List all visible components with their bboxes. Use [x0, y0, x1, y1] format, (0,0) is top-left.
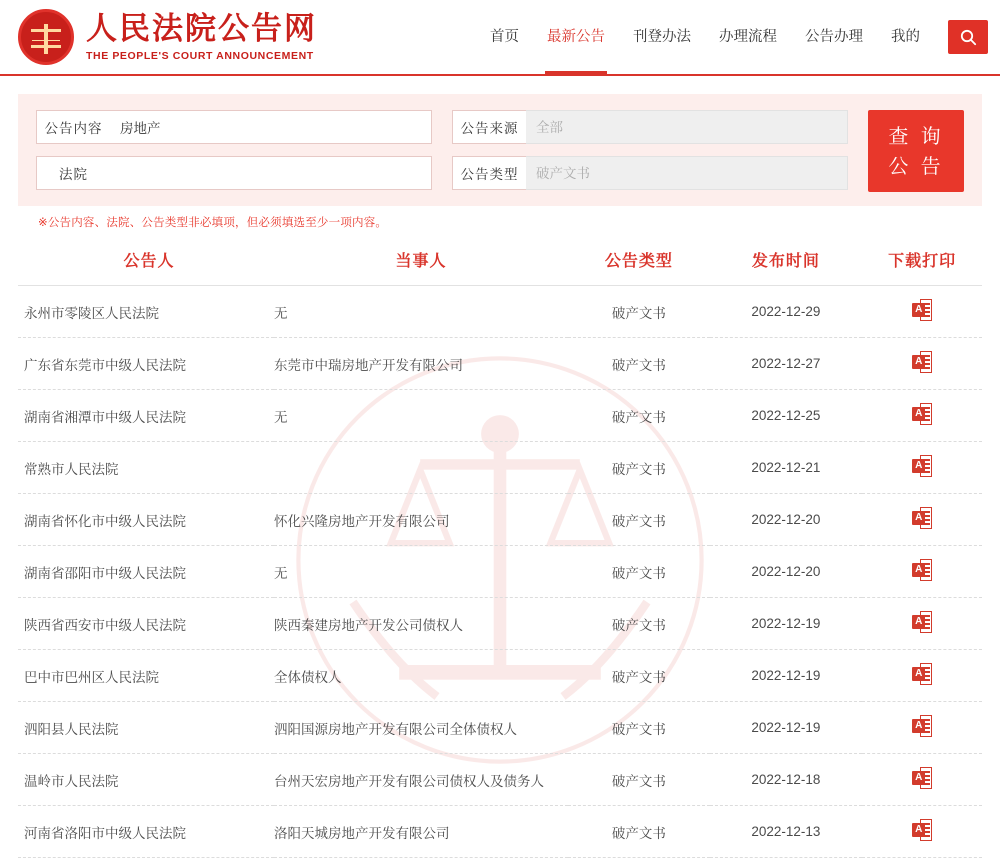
- cell-party: 陕西秦建房地产开发公司债权人: [274, 598, 568, 650]
- site-title-cn: 人民法院公告网: [86, 11, 317, 48]
- cell-date: 2022-12-21: [710, 442, 862, 494]
- cell-date: 2022-12-19: [710, 650, 862, 702]
- table-row[interactable]: [18, 598, 982, 650]
- table-row[interactable]: [18, 390, 982, 442]
- cell-date: 2022-12-29: [710, 286, 862, 338]
- cell-type: 破产文书: [568, 598, 710, 650]
- table-row[interactable]: [18, 702, 982, 754]
- cell-party: 泗阳国源房地产开发有限公司全体债权人: [274, 702, 568, 754]
- nav-item-process[interactable]: 办理流程: [719, 29, 777, 45]
- field-announcement-source: [452, 110, 848, 144]
- pdf-download-icon[interactable]: [912, 299, 932, 321]
- cell-party: [274, 442, 568, 494]
- nav-item-home[interactable]: 首页: [490, 29, 519, 45]
- nav-item-publishing-method[interactable]: 刊登办法: [633, 29, 691, 45]
- table-header-row: [18, 236, 982, 286]
- cell-type: 破产文书: [568, 390, 710, 442]
- query-announcement-button[interactable]: [868, 110, 964, 192]
- cell-download: [862, 442, 982, 494]
- search-icon: [960, 29, 977, 46]
- label-announcement-source: 公告来源: [452, 110, 526, 144]
- field-announcement-type: [452, 156, 848, 190]
- col-announcer: 公告人: [18, 236, 274, 286]
- search-fields: [36, 110, 848, 190]
- field-announcement-content: [36, 110, 432, 144]
- cell-date: 2022-12-19: [710, 598, 862, 650]
- cell-announcer: 湖南省湘潭市中级人民法院: [18, 390, 274, 442]
- pdf-download-icon[interactable]: [912, 663, 932, 685]
- site-logo[interactable]: [0, 9, 317, 65]
- cell-date: 2022-12-25: [710, 390, 862, 442]
- pdf-download-icon[interactable]: [912, 403, 932, 425]
- cell-download: [862, 338, 982, 390]
- nav-item-latest-announcements[interactable]: 最新公告: [533, 0, 619, 74]
- input-announcement-content[interactable]: [110, 110, 432, 144]
- cell-type: 破产文书: [568, 442, 710, 494]
- cell-announcer: 湖南省邵阳市中级人民法院: [18, 546, 274, 598]
- cell-download: [862, 806, 982, 858]
- cell-party: 东莞市中瑞房地产开发有限公司: [274, 338, 568, 390]
- pdf-download-icon[interactable]: [912, 767, 932, 789]
- cell-announcer: 湖南省怀化市中级人民法院: [18, 494, 274, 546]
- table-row[interactable]: [18, 754, 982, 806]
- col-download: 下载打印: [862, 236, 982, 286]
- query-button-line1: 查 询: [888, 124, 944, 148]
- cell-party: 洛阳天城房地产开发有限公司: [274, 806, 568, 858]
- main-nav: [476, 0, 1000, 74]
- pdf-download-icon[interactable]: [912, 819, 932, 841]
- cell-type: 破产文书: [568, 286, 710, 338]
- cell-announcer: 温岭市人民法院: [18, 754, 274, 806]
- pdf-download-icon[interactable]: [912, 611, 932, 633]
- search-panel-wrapper: [0, 76, 1000, 230]
- select-announcement-type[interactable]: [526, 156, 848, 190]
- cell-download: [862, 390, 982, 442]
- cell-download: [862, 546, 982, 598]
- cell-date: 2022-12-18: [710, 754, 862, 806]
- cell-type: 破产文书: [568, 754, 710, 806]
- results-table-wrapper: [0, 230, 1000, 858]
- cell-date: 2022-12-20: [710, 494, 862, 546]
- table-row[interactable]: [18, 338, 982, 390]
- cell-type: 破产文书: [568, 338, 710, 390]
- pdf-download-icon[interactable]: [912, 507, 932, 529]
- cell-type: 破产文书: [568, 806, 710, 858]
- query-button-line2: 公 告: [888, 154, 944, 178]
- cell-announcer: 泗阳县人民法院: [18, 702, 274, 754]
- cell-download: [862, 286, 982, 338]
- input-court[interactable]: [110, 156, 432, 190]
- court-emblem-icon: [18, 9, 74, 65]
- cell-party: 怀化兴隆房地产开发有限公司: [274, 494, 568, 546]
- cell-announcer: 永州市零陵区人民法院: [18, 286, 274, 338]
- pdf-download-icon[interactable]: [912, 559, 932, 581]
- col-type: 公告类型: [568, 236, 710, 286]
- cell-type: 破产文书: [568, 702, 710, 754]
- cell-date: 2022-12-27: [710, 338, 862, 390]
- announcements-table: [18, 236, 982, 858]
- nav-item-handle-announcement[interactable]: 公告办理: [805, 29, 863, 45]
- cell-type: 破产文书: [568, 650, 710, 702]
- cell-download: [862, 754, 982, 806]
- table-row[interactable]: [18, 806, 982, 858]
- cell-announcer: 常熟市人民法院: [18, 442, 274, 494]
- cell-type: 破产文书: [568, 546, 710, 598]
- cell-party: 台州天宏房地产开发有限公司债权人及债务人: [274, 754, 568, 806]
- table-row[interactable]: [18, 650, 982, 702]
- cell-announcer: 陕西省西安市中级人民法院: [18, 598, 274, 650]
- cell-download: [862, 598, 982, 650]
- nav-item-mine[interactable]: 我的: [891, 29, 920, 45]
- label-court: 法院: [36, 156, 110, 190]
- cell-party: 无: [274, 390, 568, 442]
- field-court: [36, 156, 432, 190]
- pdf-download-icon[interactable]: [912, 715, 932, 737]
- cell-announcer: 广东省东莞市中级人民法院: [18, 338, 274, 390]
- select-announcement-source[interactable]: [526, 110, 848, 144]
- cell-party: 无: [274, 546, 568, 598]
- cell-announcer: 河南省洛阳市中级人民法院: [18, 806, 274, 858]
- table-row[interactable]: [18, 546, 982, 598]
- cell-date: 2022-12-19: [710, 702, 862, 754]
- col-date: 发布时间: [710, 236, 862, 286]
- table-row[interactable]: [18, 442, 982, 494]
- cell-party: 全体债权人: [274, 650, 568, 702]
- label-announcement-type: 公告类型: [452, 156, 526, 190]
- col-party: 当事人: [274, 236, 568, 286]
- table-row[interactable]: [18, 494, 982, 546]
- site-title-en: THE PEOPLE'S COURT ANNOUNCEMENT: [86, 49, 314, 62]
- cell-announcer: 巴中市巴州区人民法院: [18, 650, 274, 702]
- cell-party: 无: [274, 286, 568, 338]
- cell-type: 破产文书: [568, 494, 710, 546]
- cell-download: [862, 494, 982, 546]
- table-body: [18, 286, 982, 858]
- pdf-download-icon[interactable]: [912, 455, 932, 477]
- label-announcement-content: 公告内容: [36, 110, 110, 144]
- pdf-download-icon[interactable]: [912, 351, 932, 373]
- table-row[interactable]: [18, 286, 982, 338]
- cell-date: 2022-12-20: [710, 546, 862, 598]
- header-search-button[interactable]: [948, 20, 988, 54]
- search-hint-text: ※公告内容、法院、公告类型非必填项，但必须填选至少一项内容。: [38, 217, 388, 229]
- cell-date: 2022-12-13: [710, 806, 862, 858]
- site-header: [0, 0, 1000, 76]
- search-panel: [18, 94, 982, 206]
- cell-download: [862, 702, 982, 754]
- cell-download: [862, 650, 982, 702]
